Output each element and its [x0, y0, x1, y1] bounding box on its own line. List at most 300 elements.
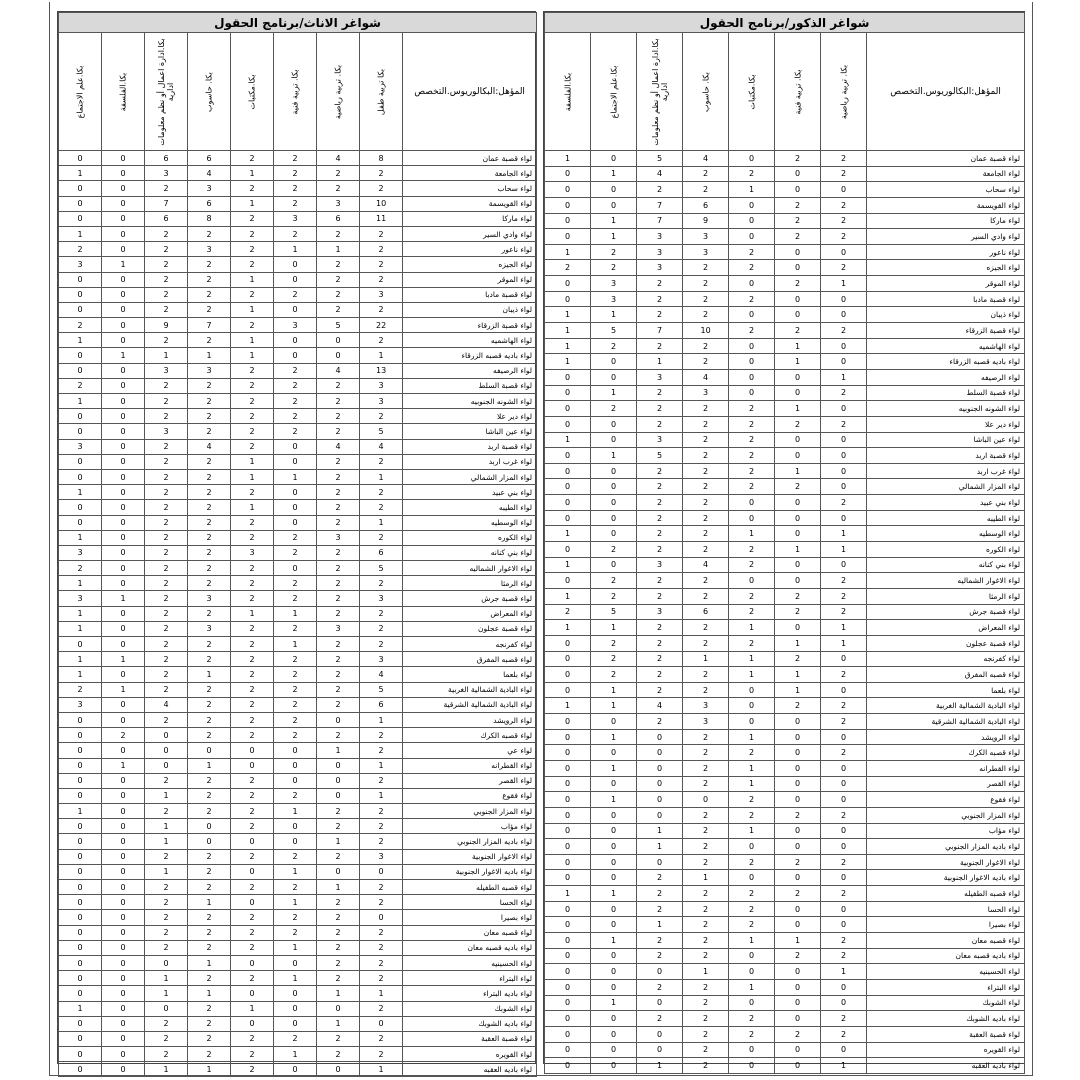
vacancy-count-cell: 0 — [775, 964, 821, 980]
vacancy-count-cell: 3 — [591, 276, 637, 292]
table-row — [59, 849, 537, 864]
vacancy-count-cell: 5 — [317, 318, 360, 333]
vacancy-count-cell: 0 — [274, 986, 317, 1001]
vacancy-count-cell: 2 — [775, 651, 821, 667]
vacancy-count-cell: 0 — [545, 667, 591, 683]
vacancy-count-cell: 2 — [683, 432, 729, 448]
vacancy-count-cell: 2 — [274, 287, 317, 302]
vacancy-count-cell: 0 — [591, 182, 637, 198]
vacancy-count-cell: 2 — [231, 1062, 274, 1077]
vacancy-count-cell: 3 — [637, 229, 683, 245]
vacancy-count-cell: 1 — [591, 729, 637, 745]
vacancy-count-cell: 2 — [683, 667, 729, 683]
vacancy-count-cell: 2 — [821, 1026, 867, 1042]
vacancy-count-cell: 2 — [683, 760, 729, 776]
vacancy-count-cell: 0 — [59, 955, 102, 970]
table-row — [545, 573, 1025, 589]
vacancy-count-cell: 0 — [145, 1001, 188, 1016]
vacancy-count-cell: 3 — [591, 291, 637, 307]
vacancy-count-cell: 2 — [188, 333, 231, 348]
vacancy-count-cell: 2 — [775, 416, 821, 432]
vacancy-count-cell: 2 — [360, 166, 403, 181]
vacancy-count-cell: 0 — [59, 758, 102, 773]
vacancy-count-cell: 2 — [360, 226, 403, 241]
vacancy-count-cell: 2 — [188, 940, 231, 955]
vacancy-count-cell: 0 — [188, 743, 231, 758]
table-row — [59, 318, 537, 333]
vacancy-count-cell: 2 — [231, 667, 274, 682]
vacancy-count-cell: 0 — [231, 955, 274, 970]
vacancy-count-cell: 0 — [591, 901, 637, 917]
vacancy-count-cell: 2 — [729, 166, 775, 182]
vacancy-count-cell: 2 — [775, 604, 821, 620]
vacancy-count-cell: 0 — [545, 369, 591, 385]
district-name-cell: لواء الاغوار الجنوبية — [403, 849, 537, 864]
vacancy-count-cell: 0 — [775, 385, 821, 401]
vacancy-count-cell: 0 — [729, 354, 775, 370]
vacancy-count-cell: 2 — [231, 637, 274, 652]
vacancy-count-cell: 1 — [317, 242, 360, 257]
vacancy-count-cell: 0 — [102, 697, 145, 712]
vacancy-count-cell: 2 — [637, 573, 683, 589]
vacancy-count-cell: 0 — [102, 576, 145, 591]
vacancy-count-cell: 2 — [683, 886, 729, 902]
vacancy-count-cell: 0 — [821, 1042, 867, 1058]
vacancy-count-cell: 0 — [102, 394, 145, 409]
vacancy-count-cell: 0 — [637, 776, 683, 792]
vacancy-count-cell: 2 — [821, 807, 867, 823]
vacancy-count-cell: 0 — [545, 870, 591, 886]
table-row — [545, 1042, 1025, 1058]
district-name-cell: لواء البتراء — [867, 979, 1025, 995]
vacancy-count-cell: 0 — [545, 197, 591, 213]
vacancy-count-cell: 2 — [729, 557, 775, 573]
district-name-cell: لواء ماركا — [403, 211, 537, 226]
vacancy-count-cell: 4 — [317, 151, 360, 166]
vacancy-count-cell: 2 — [591, 573, 637, 589]
vacancy-count-cell: 0 — [102, 545, 145, 560]
vacancy-count-cell: 0 — [545, 1011, 591, 1027]
vacancy-count-cell: 1 — [59, 166, 102, 181]
vacancy-count-cell: 1 — [59, 652, 102, 667]
specialty-header-label: بكا.الفلسفة — [563, 72, 573, 111]
vacancy-count-cell: 2 — [274, 363, 317, 378]
table-row — [59, 439, 537, 454]
vacancy-count-cell: 2 — [274, 925, 317, 940]
vacancy-count-cell: 2 — [145, 576, 188, 591]
vacancy-count-cell: 5 — [360, 561, 403, 576]
vacancy-count-cell: 0 — [775, 760, 821, 776]
vacancy-count-cell: 2 — [231, 712, 274, 727]
vacancy-count-cell: 0 — [729, 682, 775, 698]
vacancy-count-cell: 2 — [231, 561, 274, 576]
vacancy-count-cell: 2 — [188, 1016, 231, 1031]
vacancy-count-cell: 2 — [231, 257, 274, 272]
vacancy-count-cell: 0 — [59, 712, 102, 727]
vacancy-count-cell: 2 — [683, 354, 729, 370]
table-row — [59, 1031, 537, 1046]
table-row — [59, 151, 537, 166]
vacancy-count-cell: 1 — [637, 839, 683, 855]
vacancy-count-cell: 2 — [274, 424, 317, 439]
vacancy-count-cell: 4 — [637, 166, 683, 182]
vacancy-count-cell: 3 — [188, 591, 231, 606]
vacancy-count-cell: 2 — [360, 925, 403, 940]
district-name-cell: لواء الهاشميه — [403, 333, 537, 348]
vacancy-count-cell: 0 — [317, 758, 360, 773]
table-row — [59, 515, 537, 530]
vacancy-count-cell: 2 — [231, 226, 274, 241]
specialty-column-header — [102, 33, 145, 151]
vacancy-count-cell: 0 — [545, 995, 591, 1011]
vacancy-count-cell: 2 — [274, 181, 317, 196]
district-name-cell: لواء ذيبان — [403, 302, 537, 317]
specialty-header-label: بكا.علم الاجتماع — [75, 65, 85, 118]
district-name-cell: لواء فقوع — [867, 792, 1025, 808]
vacancy-count-cell: 2 — [145, 454, 188, 469]
vacancy-count-cell: 2 — [637, 307, 683, 323]
vacancy-count-cell: 2 — [188, 804, 231, 819]
district-name-cell: لواء فقوع — [403, 788, 537, 803]
vacancy-count-cell: 1 — [145, 864, 188, 879]
vacancy-count-cell: 3 — [360, 394, 403, 409]
vacancy-count-cell: 0 — [274, 485, 317, 500]
vacancy-count-cell: 1 — [317, 1016, 360, 1031]
vacancy-count-cell: 0 — [231, 986, 274, 1001]
vacancy-count-cell: 0 — [545, 448, 591, 464]
vacancy-count-cell: 1 — [360, 712, 403, 727]
vacancy-count-cell: 0 — [102, 621, 145, 636]
vacancy-count-cell: 0 — [274, 1016, 317, 1031]
district-name-cell: لواء قصبه الكرك — [867, 745, 1025, 761]
vacancy-count-cell: 2 — [360, 485, 403, 500]
vacancy-count-cell: 2 — [821, 667, 867, 683]
vacancy-count-cell: 0 — [317, 333, 360, 348]
vacancy-count-cell: 1 — [317, 834, 360, 849]
vacancy-count-cell: 0 — [545, 463, 591, 479]
vacancy-count-cell: 5 — [637, 448, 683, 464]
vacancy-count-cell: 2 — [683, 979, 729, 995]
vacancy-count-cell: 1 — [188, 955, 231, 970]
vacancy-count-cell: 2 — [683, 823, 729, 839]
vacancy-count-cell: 2 — [683, 307, 729, 323]
vacancy-count-cell: 2 — [231, 819, 274, 834]
vacancy-count-cell: 0 — [317, 864, 360, 879]
vacancy-count-cell: 0 — [274, 1001, 317, 1016]
district-name-cell: لواء الحسينيه — [403, 955, 537, 970]
vacancy-count-cell: 3 — [683, 698, 729, 714]
vacancy-count-cell: 2 — [637, 870, 683, 886]
vacancy-count-cell: 2 — [821, 604, 867, 620]
vacancy-count-cell: 0 — [821, 354, 867, 370]
vacancy-count-cell: 0 — [59, 728, 102, 743]
vacancy-count-cell: 0 — [545, 901, 591, 917]
vacancy-count-cell: 3 — [637, 432, 683, 448]
vacancy-count-cell: 2 — [729, 416, 775, 432]
vacancy-count-cell: 1 — [145, 986, 188, 1001]
vacancy-count-cell: 0 — [274, 561, 317, 576]
vacancy-count-cell: 1 — [591, 229, 637, 245]
vacancy-count-cell: 0 — [545, 182, 591, 198]
vacancy-count-cell: 1 — [821, 542, 867, 558]
vacancy-count-cell: 1 — [102, 758, 145, 773]
vacancy-count-cell: 0 — [591, 1042, 637, 1058]
vacancy-count-cell: 1 — [231, 272, 274, 287]
vacancy-count-cell: 2 — [231, 378, 274, 393]
district-name-cell: لواء سحاب — [867, 182, 1025, 198]
vacancy-count-cell: 0 — [145, 728, 188, 743]
vacancy-count-cell: 0 — [274, 333, 317, 348]
vacancy-count-cell: 0 — [59, 302, 102, 317]
district-name-cell: لواء دير علا — [867, 416, 1025, 432]
vacancy-count-cell: 0 — [637, 807, 683, 823]
district-name-cell: لواء قصبة السلط — [867, 385, 1025, 401]
vacancy-count-cell: 13 — [360, 363, 403, 378]
vacancy-count-cell: 2 — [317, 728, 360, 743]
vacancy-count-cell: 0 — [591, 948, 637, 964]
vacancy-count-cell: 1 — [591, 933, 637, 949]
vacancy-count-cell: 2 — [145, 880, 188, 895]
vacancy-count-cell: 2 — [145, 773, 188, 788]
vacancy-count-cell: 0 — [59, 1031, 102, 1046]
vacancy-count-cell: 0 — [729, 369, 775, 385]
vacancy-count-cell: 2 — [729, 323, 775, 339]
vacancy-count-cell: 2 — [274, 682, 317, 697]
district-name-cell: لواء القويره — [403, 1047, 537, 1062]
vacancy-count-cell: 0 — [102, 880, 145, 895]
vacancy-count-cell: 2 — [637, 682, 683, 698]
vacancy-count-cell: 2 — [821, 197, 867, 213]
table-row — [59, 485, 537, 500]
specialty-header-label: بكا.ادارة اعمال أو نظم معلومات ادارية — [650, 37, 669, 146]
vacancy-count-cell: 6 — [683, 604, 729, 620]
table-row — [545, 448, 1025, 464]
table-row — [545, 416, 1025, 432]
district-name-cell: لواء المزار الجنوبي — [403, 804, 537, 819]
vacancy-count-cell: 1 — [59, 576, 102, 591]
vacancy-count-cell: 2 — [317, 804, 360, 819]
vacancy-count-cell: 2 — [821, 323, 867, 339]
vacancy-count-cell: 5 — [360, 682, 403, 697]
vacancy-count-cell: 1 — [274, 940, 317, 955]
qualification-header: المؤهل:البكالوريوس.التخصص — [403, 33, 537, 151]
vacancy-count-cell: 2 — [637, 620, 683, 636]
district-name-cell: لواء الاغوار الشماليه — [403, 561, 537, 576]
vacancy-count-cell: 1 — [545, 323, 591, 339]
vacancy-count-cell: 1 — [188, 895, 231, 910]
district-name-cell: لواء قصبة العقبة — [403, 1031, 537, 1046]
vacancy-count-cell: 1 — [545, 432, 591, 448]
vacancy-count-cell: 0 — [231, 834, 274, 849]
vacancy-count-cell: 3 — [637, 557, 683, 573]
vacancy-count-cell: 5 — [637, 151, 683, 167]
vacancy-count-cell: 0 — [821, 901, 867, 917]
vacancy-count-cell: 2 — [360, 743, 403, 758]
vacancy-count-cell: 2 — [360, 804, 403, 819]
table-row — [545, 307, 1025, 323]
specialty-header-label: بكا.مكتبات — [247, 73, 257, 110]
table-row — [545, 682, 1025, 698]
table-row — [545, 635, 1025, 651]
vacancy-count-cell: 0 — [59, 743, 102, 758]
vacancy-count-cell: 0 — [775, 307, 821, 323]
vacancy-count-cell: 1 — [729, 651, 775, 667]
vacancy-count-cell: 0 — [102, 151, 145, 166]
vacancy-count-cell: 2 — [231, 880, 274, 895]
vacancy-count-cell: 1 — [545, 588, 591, 604]
vacancy-count-cell: 0 — [274, 955, 317, 970]
table-row — [545, 714, 1025, 730]
vacancy-count-cell: 2 — [188, 394, 231, 409]
table-row — [59, 819, 537, 834]
vacancy-count-cell: 2 — [775, 323, 821, 339]
vacancy-count-cell: 2 — [188, 925, 231, 940]
vacancy-count-cell: 1 — [102, 348, 145, 363]
table-row — [59, 287, 537, 302]
vacancy-count-cell: 3 — [683, 714, 729, 730]
vacancy-count-cell: 2 — [188, 1001, 231, 1016]
vacancy-count-cell: 1 — [102, 591, 145, 606]
table-row — [59, 348, 537, 363]
vacancy-count-cell: 2 — [145, 302, 188, 317]
vacancy-count-cell: 2 — [683, 182, 729, 198]
table-row — [59, 728, 537, 743]
vacancy-count-cell: 2 — [231, 394, 274, 409]
vacancy-count-cell: 2 — [317, 925, 360, 940]
district-name-cell: لواء الرصيفه — [403, 363, 537, 378]
vacancy-count-cell: 0 — [59, 788, 102, 803]
vacancy-count-cell: 2 — [775, 807, 821, 823]
vacancy-count-cell: 1 — [729, 776, 775, 792]
vacancy-count-cell: 2 — [775, 276, 821, 292]
vacancy-count-cell: 1 — [545, 620, 591, 636]
district-name-cell: لواء باديه العقبه — [403, 1062, 537, 1077]
district-name-cell: لواء قصبة اربد — [403, 439, 537, 454]
vacancy-count-cell: 2 — [821, 1011, 867, 1027]
vacancy-count-cell: 2 — [591, 651, 637, 667]
vacancy-count-cell: 6 — [188, 151, 231, 166]
vacancy-count-cell: 1 — [102, 257, 145, 272]
vacancy-count-cell: 3 — [59, 257, 102, 272]
qualification-header: المؤهل:البكالوريوس.التخصص — [867, 33, 1025, 151]
district-name-cell: لواء الهاشميه — [867, 338, 1025, 354]
table-row — [545, 1058, 1025, 1074]
vacancy-count-cell: 1 — [102, 682, 145, 697]
vacancy-count-cell: 0 — [775, 839, 821, 855]
vacancy-count-cell: 0 — [729, 948, 775, 964]
vacancy-count-cell: 1 — [59, 226, 102, 241]
district-name-cell: لواء باديه قصبه الزرقاء — [867, 354, 1025, 370]
vacancy-count-cell: 2 — [188, 257, 231, 272]
vacancy-count-cell: 2 — [145, 257, 188, 272]
vacancy-count-cell: 0 — [274, 758, 317, 773]
vacancy-count-cell: 0 — [591, 979, 637, 995]
vacancy-count-cell: 0 — [545, 385, 591, 401]
vacancy-count-cell: 5 — [360, 424, 403, 439]
vacancy-count-cell: 2 — [145, 439, 188, 454]
vacancy-count-cell: 4 — [683, 369, 729, 385]
table-row — [59, 1016, 537, 1031]
vacancy-count-cell: 2 — [683, 620, 729, 636]
vacancy-count-cell: 2 — [775, 213, 821, 229]
table-row — [59, 394, 537, 409]
table-row — [545, 979, 1025, 995]
district-name-cell: لواء ناعور — [867, 244, 1025, 260]
vacancy-count-cell: 0 — [637, 745, 683, 761]
vacancy-count-cell: 2 — [729, 917, 775, 933]
vacancy-count-cell: 3 — [188, 363, 231, 378]
specialty-header-label: بكا.الفلسفة — [118, 72, 128, 111]
vacancy-count-cell: 0 — [231, 895, 274, 910]
district-name-cell: لواء البادية الشمالية الشرقية — [867, 714, 1025, 730]
vacancy-count-cell: 1 — [274, 606, 317, 621]
vacancy-count-cell: 1 — [729, 760, 775, 776]
vacancy-count-cell: 2 — [317, 500, 360, 515]
vacancy-count-cell: 0 — [729, 995, 775, 1011]
vacancy-count-cell: 0 — [274, 743, 317, 758]
vacancy-count-cell: 2 — [637, 479, 683, 495]
vacancy-count-cell: 1 — [775, 667, 821, 683]
vacancy-count-cell: 2 — [188, 469, 231, 484]
vacancy-count-cell: 0 — [545, 823, 591, 839]
vacancy-count-cell: 0 — [102, 1062, 145, 1077]
vacancy-count-cell: 1 — [821, 635, 867, 651]
vacancy-count-cell: 0 — [775, 1042, 821, 1058]
vacancy-count-cell: 2 — [317, 226, 360, 241]
specialty-column-header — [188, 33, 231, 151]
district-name-cell: لواء القطرانه — [403, 758, 537, 773]
vacancy-count-cell: 2 — [683, 166, 729, 182]
vacancy-count-cell: 0 — [545, 917, 591, 933]
vacancy-count-cell: 0 — [545, 854, 591, 870]
vacancy-count-cell: 0 — [545, 979, 591, 995]
vacancy-count-cell: 0 — [317, 773, 360, 788]
vacancy-count-cell: 2 — [729, 448, 775, 464]
vacancy-count-cell: 0 — [729, 307, 775, 323]
vacancy-count-cell: 2 — [231, 424, 274, 439]
district-name-cell: لواء البتراء — [403, 971, 537, 986]
table-row — [59, 697, 537, 712]
vacancy-count-cell: 0 — [102, 849, 145, 864]
vacancy-count-cell: 6 — [360, 697, 403, 712]
vacancy-count-cell: 4 — [188, 166, 231, 181]
district-name-cell: لواء بصيرا — [867, 917, 1025, 933]
table-row — [545, 886, 1025, 902]
vacancy-count-cell: 0 — [637, 729, 683, 745]
vacancy-count-cell: 1 — [637, 917, 683, 933]
vacancy-count-cell: 4 — [360, 667, 403, 682]
table-row — [59, 363, 537, 378]
vacancy-count-cell: 0 — [775, 729, 821, 745]
vacancy-count-cell: 0 — [59, 515, 102, 530]
vacancy-count-cell: 0 — [231, 864, 274, 879]
vacancy-count-cell: 0 — [775, 244, 821, 260]
vacancy-count-cell: 0 — [59, 895, 102, 910]
vacancy-count-cell: 0 — [591, 479, 637, 495]
vacancy-count-cell: 2 — [317, 652, 360, 667]
vacancy-count-cell: 0 — [729, 338, 775, 354]
vacancy-count-cell: 0 — [775, 979, 821, 995]
vacancy-count-cell: 0 — [729, 573, 775, 589]
vacancy-count-cell: 3 — [360, 849, 403, 864]
table-row — [59, 211, 537, 226]
vacancy-count-cell: 2 — [360, 773, 403, 788]
vacancy-count-cell: 0 — [59, 1016, 102, 1031]
vacancy-count-cell: 0 — [775, 792, 821, 808]
vacancy-count-cell: 2 — [231, 652, 274, 667]
vacancy-count-cell: 0 — [102, 363, 145, 378]
vacancy-count-cell: 0 — [545, 1058, 591, 1074]
